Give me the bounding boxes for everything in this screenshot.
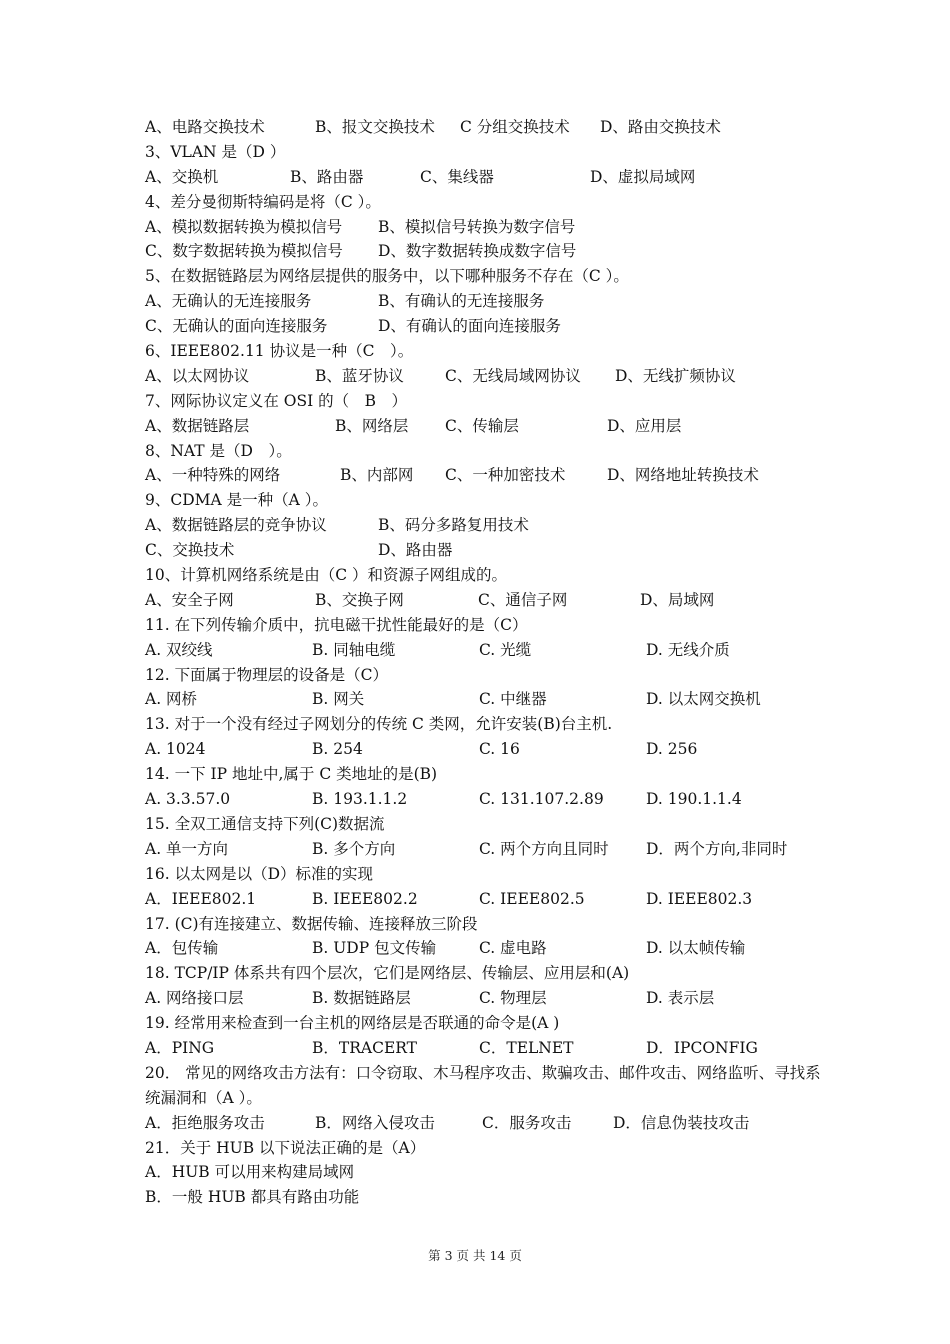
answer-options-line (145, 588, 825, 613)
question-line: 6、IEEE802.11 协议是一种（C ）。 (145, 342, 414, 361)
answer-options-line (145, 787, 825, 812)
answer-option: A、数据链路层的竞争协议 (145, 516, 327, 535)
question-line: 14. 一下 IP 地址中,属于 C 类地址的是(B) (145, 765, 438, 784)
answer-option: B、内部网 (340, 466, 414, 485)
question-line: 3、VLAN 是（D ） (145, 142, 286, 161)
answer-option: B、路由器 (290, 167, 364, 186)
answer-option: A、无确认的无连接服务 (145, 292, 312, 311)
answer-option: D、无线扩频协议 (615, 366, 736, 385)
answer-option: A．拒绝服务攻击 (145, 1113, 265, 1132)
answer-options-line (145, 936, 825, 961)
answer-option: C. 虚电路 (479, 939, 547, 958)
answer-option: D、虚拟局域网 (590, 167, 696, 186)
answer-option: D、网络地址转换技术 (607, 466, 759, 485)
answer-option: A. 网络接口层 (145, 989, 244, 1008)
answer-option: D、有确认的面向连接服务 (378, 317, 561, 336)
answer-option: B、码分多路复用技术 (378, 516, 529, 535)
answer-option: A. 3.3.57.0 (145, 790, 231, 809)
answer-option: D. 以太帧传输 (646, 939, 746, 958)
answer-option: A、数据链路层 (145, 416, 250, 435)
question-line: 13. 对于一个没有经过子网划分的传统 C 类网，允许安装(B)台主机. (145, 715, 613, 734)
answer-options-line (145, 215, 825, 240)
answer-option: C. 光缆 (479, 640, 532, 659)
answer-option: A. 1024 (145, 740, 206, 759)
answer-option: B、网络层 (335, 416, 409, 435)
answer-option: B．网络入侵攻击 (315, 1113, 435, 1132)
answer-option: B. 254 (312, 740, 363, 759)
question-line: 8、NAT 是（D ）。 (145, 441, 292, 460)
answer-option: B. 多个方向 (312, 839, 396, 858)
question-line: A．HUB 可以用来构建局域网 (145, 1163, 355, 1182)
answer-options-line (145, 463, 825, 488)
answer-option: D. 无线介质 (646, 640, 730, 659)
page-footer: 第 3 页 共 14 页 (428, 1248, 522, 1263)
answer-option: B、蓝牙协议 (315, 366, 404, 385)
answer-option: C. IEEE802.5 (479, 889, 585, 908)
answer-option: A、一种特殊的网络 (145, 466, 281, 485)
answer-option: C、交换技术 (145, 541, 235, 560)
answer-options-line (145, 837, 825, 862)
question-line: 12. 下面属于物理层的设备是（C） (145, 665, 388, 684)
answer-option: D、数字数据转换成数字信号 (378, 242, 577, 261)
answer-option: B. 网关 (312, 690, 365, 709)
answer-options-line (145, 115, 825, 140)
answer-option: D、局域网 (640, 590, 715, 609)
answer-option: B. 同轴电缆 (312, 640, 396, 659)
answer-option: A、模拟数据转换为模拟信号 (145, 217, 343, 236)
question-line: 15. 全双工通信支持下列(C)数据流 (145, 814, 385, 833)
answer-option: B. 193.1.1.2 (312, 790, 408, 809)
answer-option: C、传输层 (445, 416, 519, 435)
answer-option: A、安全子网 (145, 590, 234, 609)
answer-option: C. 中继器 (479, 690, 547, 709)
answer-option: D．两个方向,非同时 (646, 839, 788, 858)
answer-option: A、以太网协议 (145, 366, 250, 385)
answer-option: D. 190.1.1.4 (646, 790, 742, 809)
answer-options-line (145, 165, 825, 190)
answer-options-line (145, 737, 825, 762)
answer-options-line (145, 314, 825, 339)
answer-option: C．服务攻击 (482, 1113, 572, 1132)
question-list (145, 115, 825, 1210)
question-line: 4、差分曼彻斯特编码是将（C ）。 (145, 192, 381, 211)
answer-options-line (145, 887, 825, 912)
answer-options-line (145, 1111, 825, 1136)
answer-option: A. 网桥 (145, 690, 198, 709)
answer-option: C、一种加密技术 (445, 466, 566, 485)
question-line: 18. TCP/IP 体系共有四个层次，它们是网络层、传输层、应用层和(A) (145, 964, 630, 983)
answer-options-line (145, 513, 825, 538)
answer-option: B．TRACERT (312, 1038, 418, 1057)
answer-options-line (145, 289, 825, 314)
answer-option: B. 数据链路层 (312, 989, 411, 1008)
answer-options-line (145, 638, 825, 663)
answer-options-line (145, 239, 825, 264)
answer-option: D、路由器 (378, 541, 453, 560)
answer-option: B、交换子网 (315, 590, 404, 609)
answer-option: D．IPCONFIG (646, 1038, 758, 1057)
question-line: 17. (C)有连接建立、数据传输、连接释放三阶段 (145, 914, 478, 933)
question-line: 7、网际协议定义在 OSI 的（ B ） (145, 391, 408, 410)
answer-option: C．TELNET (479, 1038, 574, 1057)
answer-option: B. IEEE802.2 (312, 889, 418, 908)
answer-option: B. UDP 包文传输 (312, 939, 437, 958)
answer-option: B、报文交换技术 (315, 118, 435, 136)
answer-option: A、电路交换技术 (145, 118, 265, 136)
answer-option: A. 双绞线 (145, 640, 213, 659)
answer-option: C、无确认的面向连接服务 (145, 317, 328, 336)
question-line: 19. 经常用来检查到一台主机的网络层是否联通的命令是(A ) (145, 1014, 560, 1033)
question-line: 9、CDMA 是一种（A ）。 (145, 491, 329, 510)
answer-option: A、交换机 (145, 167, 219, 186)
answer-option: D. 256 (646, 740, 698, 759)
answer-option: A．PING (145, 1038, 215, 1057)
question-line: 10、计算机网络系统是由（C ）和资源子网组成的。 (145, 566, 508, 585)
question-line: 5、在数据链路层为网络层提供的服务中，以下哪种服务不存在（C ）。 (145, 267, 629, 286)
question-line: 21．关于 HUB 以下说法正确的是（A） (145, 1138, 426, 1157)
answer-option: D. IEEE802.3 (646, 889, 753, 908)
answer-option: C、无线局域网协议 (445, 366, 581, 385)
answer-option: A．IEEE802.1 (145, 889, 257, 908)
answer-option: C. 131.107.2.89 (479, 790, 604, 809)
answer-options-line (145, 364, 825, 389)
answer-option: B、模拟信号转换为数字信号 (378, 217, 576, 236)
question-line: B．一般 HUB 都具有路由功能 (145, 1188, 360, 1207)
answer-option: D、路由交换技术 (600, 118, 721, 136)
answer-option: C、集线器 (420, 167, 494, 186)
answer-options-line (145, 986, 825, 1011)
question-line: 20． 常见的网络攻击方法有：口令窃取、木马程序攻击、欺骗攻击、邮件攻击、网络监听、寻找系统漏洞和（A ）。 (145, 1063, 821, 1107)
answer-option: C、数字数据转换为模拟信号 (145, 242, 343, 261)
answer-option: C. 16 (479, 740, 520, 759)
answer-option: C. 两个方向且同时 (479, 839, 609, 858)
answer-option: C、通信子网 (478, 590, 568, 609)
answer-options-line (145, 414, 825, 439)
question-line: 16. 以太网是以（D）标准的实现 (145, 864, 374, 883)
answer-option: C 分组交换技术 (460, 118, 570, 136)
answer-option: D. 以太网交换机 (646, 690, 761, 709)
answer-option: B、有确认的无连接服务 (378, 292, 545, 311)
answer-option: A. 单一方向 (145, 839, 229, 858)
answer-option: D、应用层 (607, 416, 682, 435)
answer-option: A．包传输 (145, 939, 219, 958)
answer-options-line (145, 538, 825, 563)
answer-option: C. 物理层 (479, 989, 547, 1008)
answer-options-line (145, 1036, 825, 1061)
answer-option: D．信息伪装技攻击 (613, 1113, 750, 1132)
question-line: 11. 在下列传输介质中，抗电磁干扰性能最好的是（C） (145, 615, 528, 634)
answer-option: D. 表示层 (646, 989, 715, 1008)
answer-options-line (145, 687, 825, 712)
